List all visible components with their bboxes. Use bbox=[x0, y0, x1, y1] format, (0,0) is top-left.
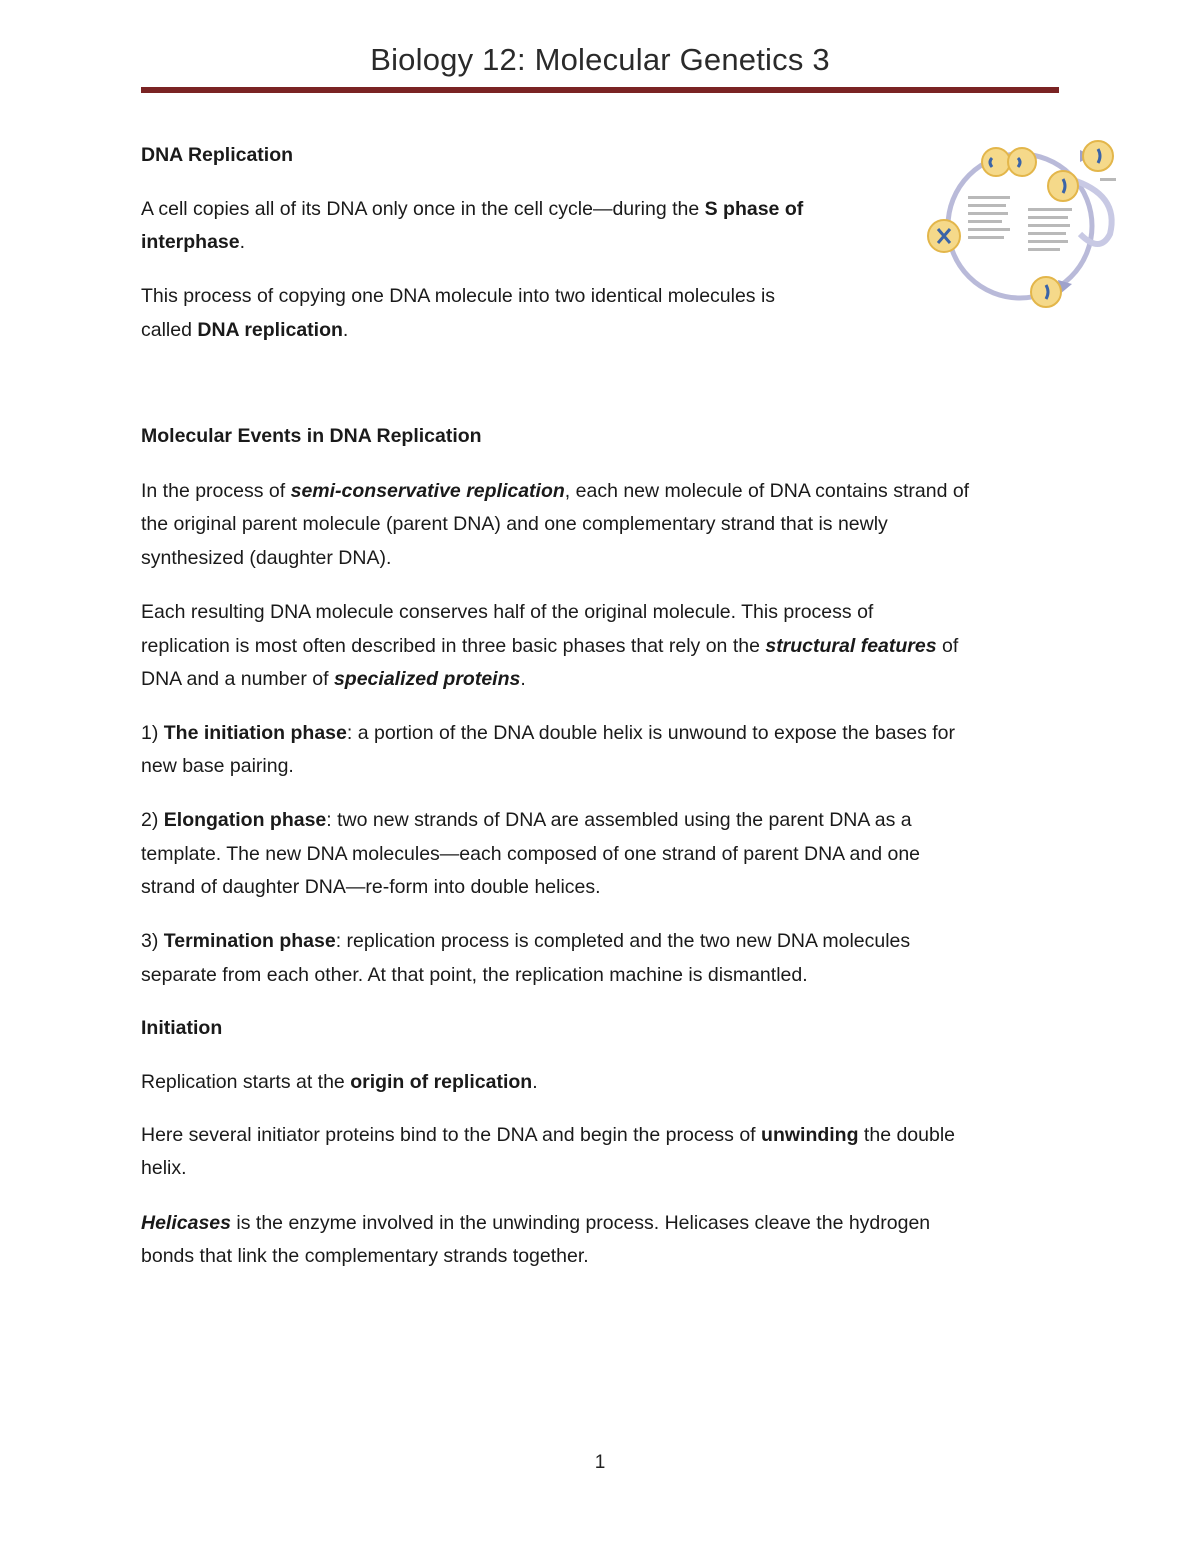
paragraph bbox=[141, 1207, 930, 1240]
text-run: In the process of bbox=[141, 480, 291, 502]
bold-italic-term: Helicases bbox=[141, 1212, 231, 1234]
text-run: Here several initiator proteins bind to the DNA and begin the process of bbox=[141, 1124, 762, 1146]
phase-item-2 bbox=[141, 804, 912, 837]
text-run: : a portion of the DNA double helix is unwound to expose the bases for bbox=[346, 722, 956, 744]
bold-term: DNA replication bbox=[197, 319, 343, 341]
text-run: : replication process is completed and the two new DNA molecules bbox=[335, 930, 911, 952]
paragraph-line: the original parent molecule (parent DNA) and one complementary strand that is newly bbox=[141, 513, 888, 535]
text-run: . bbox=[520, 668, 526, 690]
list-number: 1) bbox=[141, 722, 164, 744]
list-number: 2) bbox=[141, 809, 164, 831]
page-title: Biology 12: Molecular Genetics 3 bbox=[370, 42, 830, 77]
text-run: the double bbox=[858, 1124, 956, 1146]
paragraph bbox=[141, 1119, 955, 1152]
paragraph-line bbox=[141, 226, 245, 259]
paragraph: This process of copying one DNA molecule into two identical molecules is bbox=[141, 285, 776, 307]
paragraph bbox=[141, 475, 969, 508]
phase-title: Termination phase bbox=[163, 930, 336, 952]
text-run: called bbox=[141, 319, 198, 341]
paragraph bbox=[141, 1066, 538, 1099]
paragraph-line bbox=[141, 630, 958, 663]
text-run: . bbox=[532, 1071, 538, 1093]
paragraph: Each resulting DNA molecule conserves half of the original molecule. This process of bbox=[141, 601, 874, 623]
text-run: is the enzyme involved in the unwinding process. Helicases cleave the hydrogen bbox=[231, 1212, 931, 1234]
phase-item-3 bbox=[141, 925, 910, 958]
header-divider bbox=[141, 87, 1059, 93]
bold-term: interphase bbox=[141, 231, 240, 253]
paragraph-line: new base pairing. bbox=[141, 755, 294, 777]
text-run: . bbox=[342, 319, 349, 341]
cell-cycle-diagram bbox=[920, 134, 1128, 312]
text-run: , each new molecule of DNA contains strand of bbox=[564, 480, 970, 502]
paragraph bbox=[141, 193, 803, 226]
text-run: Replication starts at the bbox=[141, 1071, 351, 1093]
paragraph-line: synthesized (daughter DNA). bbox=[141, 547, 392, 569]
paragraph-line bbox=[141, 314, 348, 347]
bold-italic-term: semi-conservative replication bbox=[290, 480, 565, 502]
section-heading: Initiation bbox=[141, 1017, 223, 1039]
bold-italic-term: structural features bbox=[765, 635, 937, 657]
paragraph-line: strand of daughter DNA—re-form into double helices. bbox=[141, 876, 601, 898]
text-run: . bbox=[239, 231, 246, 253]
text-run: : two new strands of DNA are assembled using the parent DNA as a bbox=[326, 809, 912, 831]
paragraph-line: template. The new DNA molecules—each composed of one strand of parent DNA and one bbox=[141, 843, 921, 865]
paragraph-line: bonds that link the complementary strands together. bbox=[141, 1245, 589, 1267]
bold-term: origin of replication bbox=[350, 1071, 533, 1093]
text-run: replication is most often described in three basic phases that rely on the bbox=[141, 635, 766, 657]
bold-term: S phase of bbox=[704, 198, 804, 220]
paragraph-line: helix. bbox=[141, 1157, 187, 1179]
list-number: 3) bbox=[141, 930, 164, 952]
bold-term: unwinding bbox=[761, 1124, 859, 1146]
bold-italic-term: specialized proteins bbox=[333, 668, 521, 690]
text-run: of bbox=[936, 635, 959, 657]
text-run: A cell copies all of its DNA only once in the cell cycle—during the bbox=[141, 198, 705, 220]
text-run: DNA and a number of bbox=[141, 668, 334, 690]
section-heading: Molecular Events in DNA Replication bbox=[141, 425, 482, 447]
phase-title: Elongation phase bbox=[163, 809, 327, 831]
section-heading: DNA Replication bbox=[141, 144, 294, 166]
phase-item-1 bbox=[141, 717, 955, 750]
page-number: 1 bbox=[594, 1452, 606, 1473]
paragraph-line: separate from each other. At that point, the replication machine is dismantled. bbox=[141, 964, 808, 986]
phase-title: The initiation phase bbox=[163, 722, 347, 744]
paragraph-line bbox=[141, 663, 526, 696]
